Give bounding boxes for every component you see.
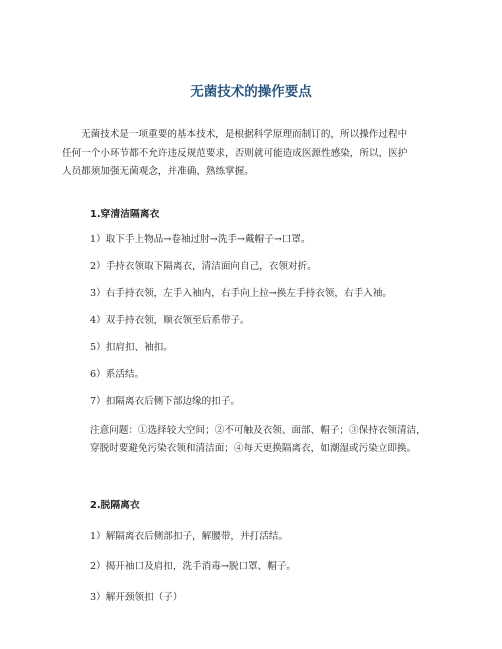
intro-line: 任何一个小环节都不允许违反规范要求，否则就可能造成医源性感染，所以，医护 [62, 147, 408, 159]
step-item: 7）扣隔离衣后侧下部边缘的扣子。 [90, 396, 241, 407]
intro-line: 无菌技术是一项重要的基本技术，是根据科学原理而制订的，所以操作过程中 [81, 129, 408, 140]
step-item: 2）手持衣领取下隔离衣，清洁面向自己，衣领对折。 [90, 261, 317, 272]
step-item: 2）揭开袖口及肩扣，洗手消毒→脱口罩、帽子。 [90, 561, 297, 572]
step-item: 1）取下手上物品→卷袖过肘→洗手→戴帽子→口罩。 [90, 234, 311, 245]
intro-line: 人员都须加强无菌观念，并准确、熟练掌握。 [62, 166, 254, 177]
notes-paragraph [90, 422, 470, 458]
step-item: 6）系活结。 [90, 369, 145, 380]
note-line: 穿脱时要避免污染衣领和清洁面；④每天更换隔离衣，如潮湿或污染立即换。 [90, 443, 417, 454]
section-heading-remove-gown: 2.脱隔离衣 [90, 500, 140, 511]
step-item: 5）扣肩扣、袖扣。 [90, 342, 173, 353]
step-item: 4）双手持衣领，顺衣领至后系带子。 [90, 315, 250, 326]
step-item: 3）右手持衣领，左手入袖内，右手向上拉→换左手持衣领，右手入袖。 [90, 288, 392, 299]
step-item: 3）解开颈领扣（子） [90, 592, 183, 603]
note-line: 注意问题：①选择较大空间；②不可触及衣领、面部、帽子；③保持衣领清洁， [90, 425, 426, 436]
document-title: 无菌技术的操作要点 [190, 84, 312, 100]
intro-paragraph [62, 126, 452, 182]
section-heading-wear-gown: 1.穿清洁隔离衣 [90, 209, 160, 220]
step-item: 1）解隔离衣后侧部扣子，解腰带，并打活结。 [90, 531, 288, 542]
